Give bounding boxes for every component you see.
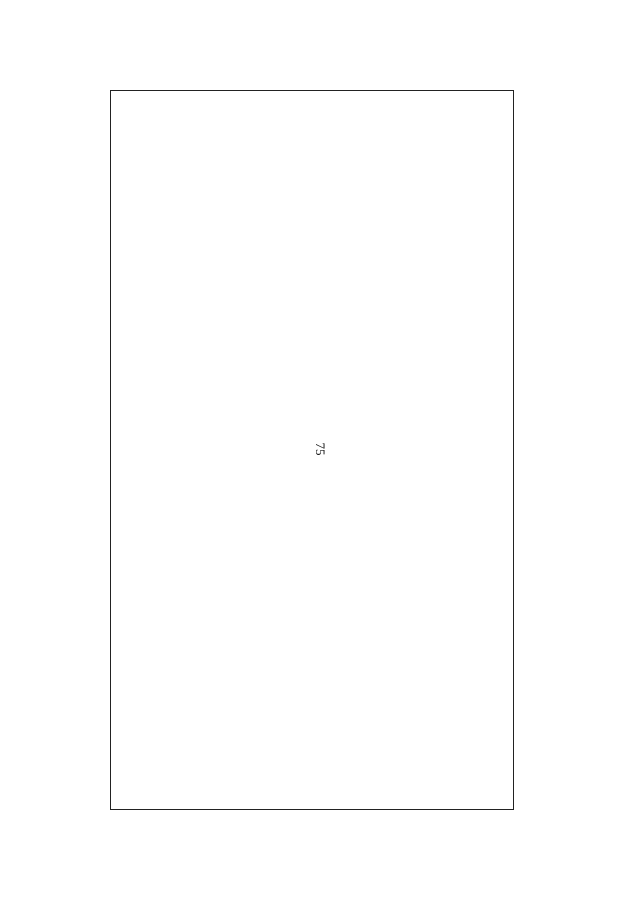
table-row [111, 91, 514, 810]
page-number: 75 [313, 442, 328, 456]
rotated-table-wrapper [110, 90, 530, 810]
table-body-placeholder [111, 91, 514, 810]
housing-resettlement-table [110, 90, 514, 810]
